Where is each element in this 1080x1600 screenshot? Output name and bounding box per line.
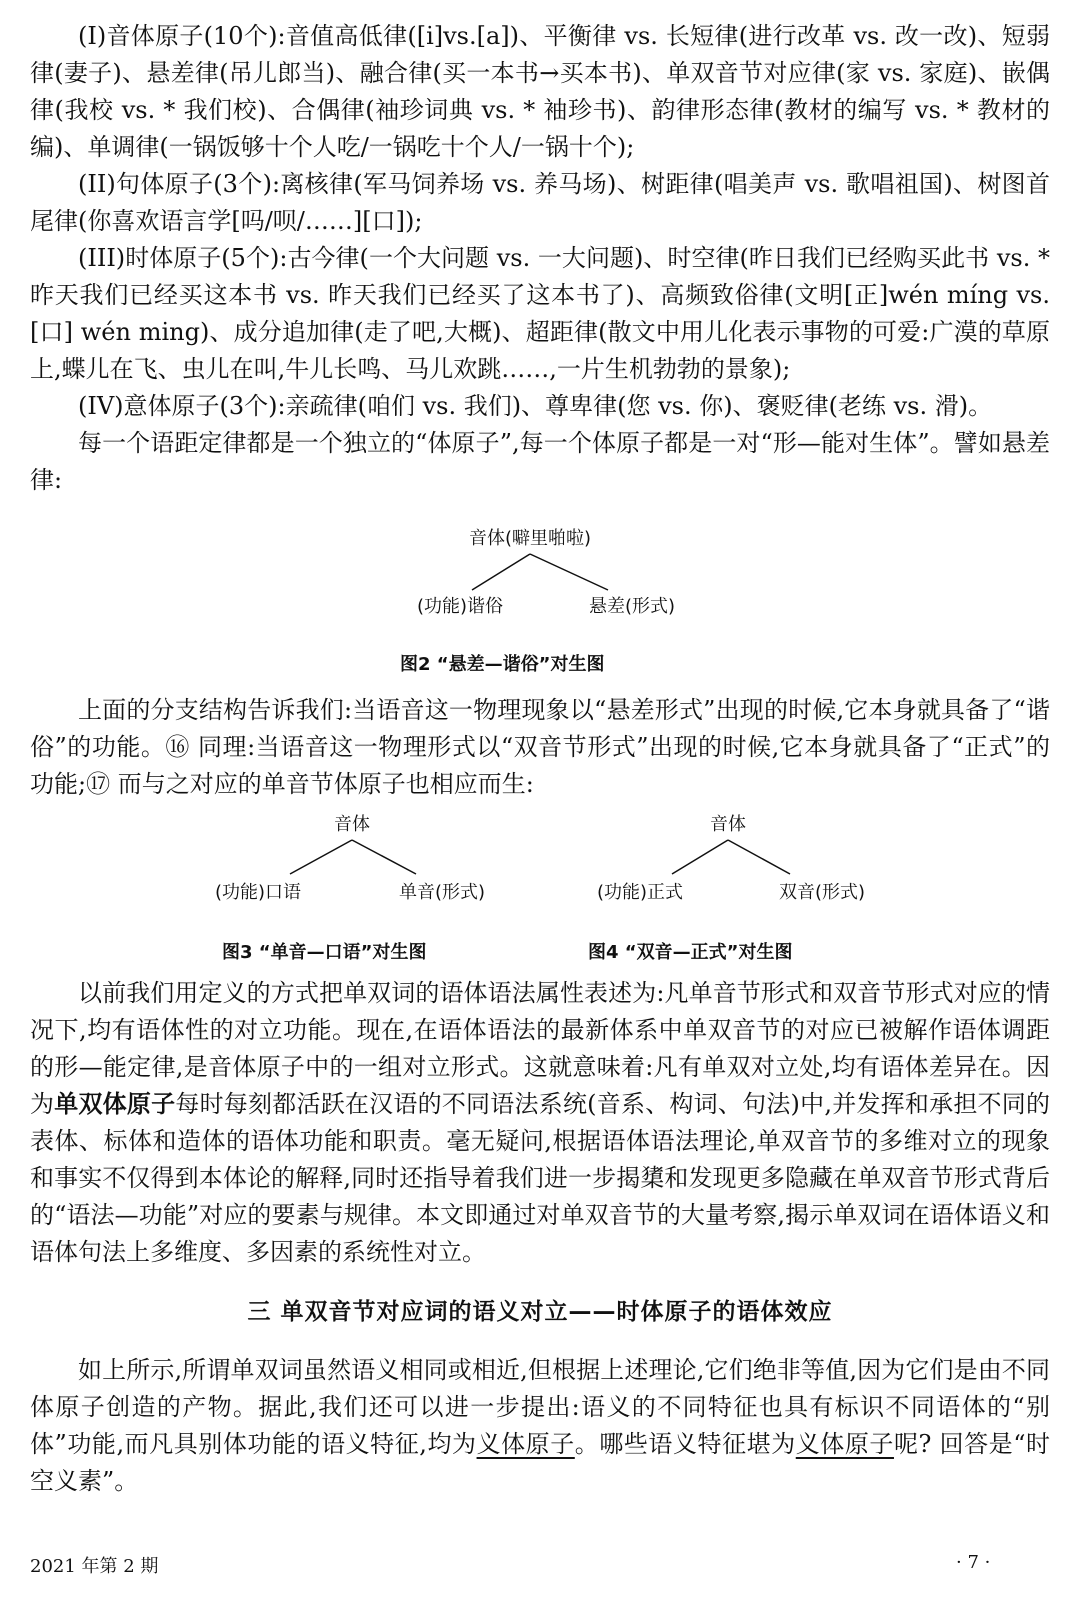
- paragraph-sentence-atoms: (II)句体原子(3个):离核律(军马饲养场 vs. 养马场)、树距律(唱美声 vs. 歌唱祖国)、树图首尾律(你喜欢语言学[吗/呗/……][口]);: [30, 170, 1050, 235]
- paragraph-text: 。哪些语义特征堪为: [574, 1430, 796, 1458]
- figure-3-right-leaf: 单音(形式): [398, 882, 486, 903]
- figure-4-left-branch: [672, 840, 728, 874]
- paragraph-time-atoms: (III)时体原子(5个):古今律(一个大问题 vs. 一大问题)、时空律(昨日我们已经购买此书 vs. * 昨天我们已经买这本书 vs. 昨天我们已经买了这本书了)、高频致俗律(文明[正]wén míng vs.[口] wén ming)、成分追加律(走了吧,大概)、超距律(散文中用儿化表示事物的可爱:广漠的草原上,蝶儿在飞、虫儿在叫,牛儿长鸣、马儿欢跳……,一片生机勃勃的景象);: [30, 244, 1050, 383]
- paragraph-text: 以前我们用定义的方式把单双词的语体语法属性表述为:凡单音节形式和双音节形式对应的情况下,均有语体性的对立功能。现在,在语体语法的最新体系中单双音节的对应已被解作语体调距的形—能定律,是音体原子中的一组对立形式。这就意味着:凡有单双对立处,均有语体差异在。因为: [30, 979, 1050, 1118]
- paragraph-meaning-atoms: (IV)意体原子(3个):亲疏律(咱们 vs. 我们)、尊卑律(您 vs. 你)、褒贬律(老练 vs. 滑)。: [78, 392, 993, 420]
- figure-2-left-leaf: (功能)谐俗: [416, 596, 504, 617]
- footer-issue: 2021 年第 2 期: [30, 1556, 159, 1577]
- figure-3-left-leaf: (功能)口语: [214, 882, 302, 903]
- paragraph-single-double-atoms: [30, 975, 1050, 1271]
- figure-4-right-leaf: 双音(形式): [778, 882, 866, 903]
- figure-3-left-branch: [290, 840, 352, 874]
- figure-4-caption: 图4 “双音—正式”对生图: [588, 942, 793, 963]
- paragraph-intro-figure2: 每一个语距定律都是一个独立的“体原子”,每一个体原子都是一对“形—能对生体”。譬如悬差律:: [30, 429, 1050, 494]
- figure-3-caption: 图3 “单音—口语”对生图: [222, 942, 427, 963]
- figure-4-right-branch: [728, 840, 790, 874]
- section-title: 三 单双音节对应词的语义对立——时体原子的语体效应: [247, 1299, 833, 1325]
- figure-4-tree: [560, 806, 910, 916]
- paragraph-text: 如上所示,所谓单双词虽然语义相同或相近,但根据上述理论,它们绝非等值,因为它们是由不同体原子创造的产物。据此,我们还可以进一步提出:语义的不同特征也具有标识不同语体的“别体”功能,而凡具别体功能的语义特征,均为: [30, 1356, 1050, 1458]
- paragraph-sound-atoms: (I)音体原子(10个):音值高低律([i]vs.[a])、平衡律 vs. 长短律(进行改革 vs. 改一改)、短弱律(妻子)、悬差律(吊儿郎当)、融合律(买一本书→买本书)、单双音节对应律(家 vs. 家庭)、嵌偶律(我校 vs. * 我们校)、合偶律(袖珍词典 vs. * 袖珍书)、韵律形态律(教材的编写 vs. * 教材的编)、单调律(一锅饭够十个人吃/一锅吃十个人/一锅十个);: [30, 22, 1050, 161]
- figure-2-right-branch: [530, 554, 608, 590]
- figure-2-root: 音体(噼里啪啦): [468, 528, 592, 549]
- term-semantic-atom: 义体原子: [795, 1430, 894, 1458]
- figure-3-root: 音体: [334, 814, 370, 835]
- paragraph-semantic-atoms: [30, 1352, 1050, 1500]
- figure-4-left-leaf: (功能)正式: [596, 882, 684, 903]
- paragraph-text: 每时每刻都活跃在汉语的不同语法系统(音系、构词、句法)中,并发挥和承担不同的表体、标体和造体的语体功能和职责。毫无疑问,根据语体语法理论,单双音节的多维对立的现象和事实不仅得到本体论的解释,同时还指导着我们进一步揭橥和发现更多隐藏在单双音节形式背后的“语法—功能”对应的要素与规律。本文即通过对单双音节的大量考察,揭示单双词在语体语义和语体句法上多维度、多因素的系统性对立。: [30, 1090, 1051, 1266]
- figure-3-right-branch: [352, 840, 416, 874]
- term-semantic-atom: 义体原子: [476, 1430, 575, 1458]
- figure-2-right-leaf: 悬差(形式): [588, 596, 676, 617]
- figure-3-tree: [180, 806, 530, 916]
- footer-page-number: · 7 ·: [956, 1552, 991, 1573]
- figure-2-tree: [340, 520, 740, 630]
- term-single-double-atom: 单双体原子: [54, 1090, 176, 1118]
- paragraph-branch-structure: 上面的分支结构告诉我们:当语音这一物理现象以“悬差形式”出现的时候,它本身就具备了“谐俗”的功能。⑯ 同理:当语音这一物理形式以“双音节形式”出现的时候,它本身就具备了“正式”的功能;⑰ 而与之对应的单音节体原子也相应而生:: [30, 696, 1050, 798]
- paragraph-text: 呢? 回答是“时空义素”。: [30, 1430, 1051, 1495]
- figure-2-left-branch: [472, 554, 530, 590]
- figure-4-root: 音体: [710, 814, 746, 835]
- figure-2-caption: 图2 “悬差—谐俗”对生图: [400, 654, 605, 675]
